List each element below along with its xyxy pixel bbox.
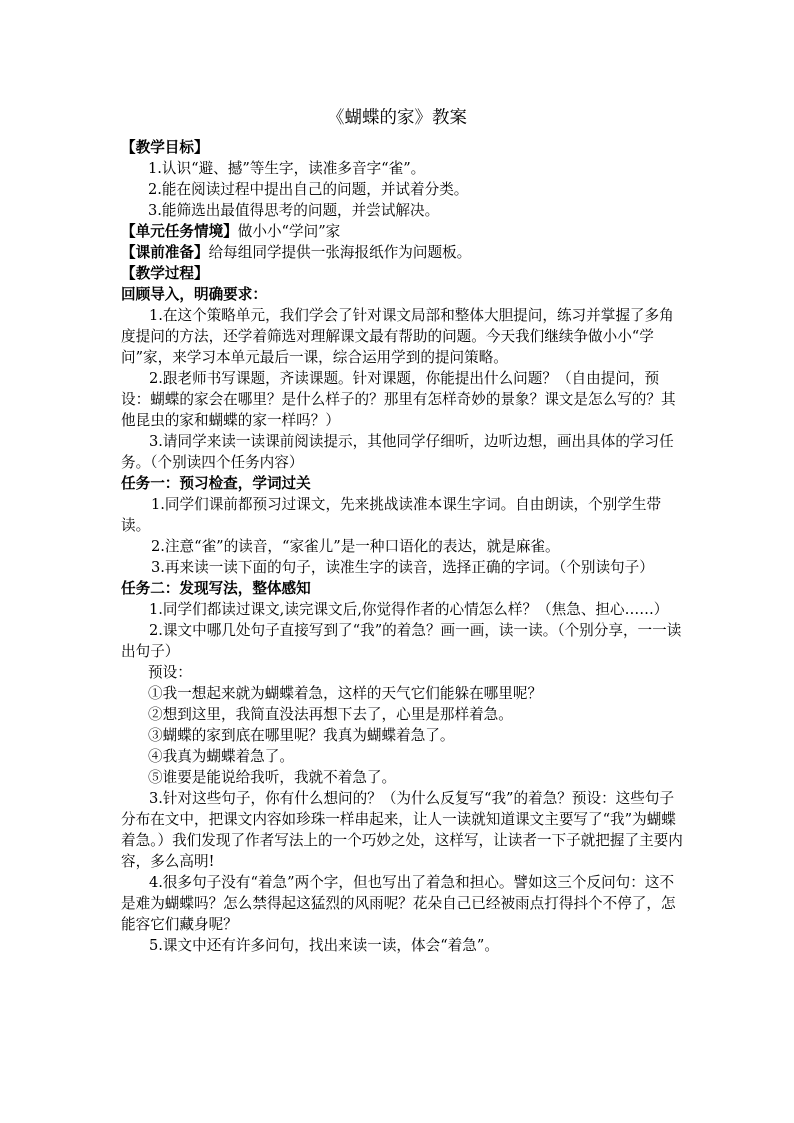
paragraph: 2.课文中哪几处句子直接写到了“我”的着急？画一画，读一读。（个别分享，一一读出句子） (121, 622, 682, 660)
paragraph: 2.跟老师书写课题，齐读课题。针对课题，你能提出什么问题？（自由提问，预设：蝴蝶的家会在哪里？是什么样子的？那里有怎样奇妙的景象？课文是怎么写的？其他昆虫的家和蝴蝶的家一样吗？） (121, 370, 676, 429)
preset-item: ⑤谁要是能说给我听，我就不着急了。 (148, 769, 397, 786)
paragraph: 2.注意“雀”的读音，“家雀儿”是一种口语化的表达，就是麻雀。 (151, 538, 560, 555)
prep-line (121, 242, 687, 263)
preset-item: ④我真为蝴蝶着急了。 (148, 748, 294, 765)
goal-item: 1.认识“避、撼”等生字，读准多音字“雀”。 (148, 160, 426, 177)
paragraph: 1.在这个策略单元，我们学会了针对课文局部和整体大胆提问，练习并掌握了多角度提问的方法，还学着筛选对理解课文最有帮助的问题。今天我们继续争做小小“学问”家，来学习本单元最后一课，综合运用学到的提问策略。 (121, 307, 674, 366)
preset-label: 预设： (148, 664, 192, 681)
preset-item: ②想到这里，我简直没法再想下去了，心里是那样着急。 (148, 706, 513, 723)
goals-heading: 【教学目标】 (121, 139, 209, 156)
paragraph: 1.同学们课前都预习过课文，先来挑战读准本课生字词。自由朗读，个别学生带读。 (121, 496, 662, 534)
section-title: 任务一：预习检查，学词过关 (121, 475, 311, 492)
unit-task-line (121, 221, 687, 242)
prep-text: 给每组同学提供一张海报纸作为问题板。 (208, 244, 472, 261)
paragraph: 3.针对这些句子，你有什么想问的？（为什么反复写“我”的着急？预设：这些句子分布在文中，把课文内容如珍珠一样串起来，让人一读就知道课文主要写了“我”为蝴蝶着急。）我们发现了作者写法上的一个巧妙之处，这样写，让读者一下子就把握了主要内容，多么高明! (121, 790, 683, 870)
document-body (121, 137, 687, 956)
paragraph: 5.课文中还有许多问句，找出来读一读，体会“着急”。 (149, 937, 499, 954)
paragraph: 3.再来读一读下面的句子，读准生字的读音，选择正确的字词。（个别读句子） (151, 559, 654, 576)
page-title: 《蝴蝶的家》教案 (327, 108, 467, 128)
preset-item: ③蝴蝶的家到底在哪里呢？我真为蝴蝶着急了。 (148, 727, 455, 744)
paragraph: 3.请同学来读一读课前阅读提示，其他同学仔细听，边听边想，画出具体的学习任务。（个别读四个任务内容） (121, 433, 674, 471)
goal-item: 2.能在阅读过程中提出自己的问题，并试着分类。 (148, 181, 469, 198)
unit-task-text: 做小小“学问”家 (237, 223, 341, 240)
goal-item: 3.能筛选出最值得思考的问题，并尝试解决。 (148, 202, 440, 219)
paragraph: 1.同学们都读过课文,读完课文后,你觉得作者的心情怎么样？（焦急、担心……） (149, 601, 669, 618)
unit-task-label: 【单元任务情境】 (121, 223, 238, 240)
preset-item: ①我一想起来就为蝴蝶着急，这样的天气它们能躲在哪里呢？ (148, 685, 543, 702)
paragraph: 4.很多句子没有“着急”两个字，但也写出了着急和担心。譬如这三个反问句：这不是难为蝴蝶吗？怎么禁得起这猛烈的风雨呢？花朵自己已经被雨点打得抖个不停了，怎能容它们藏身呢？ (121, 874, 676, 933)
process-heading: 【教学过程】 (121, 265, 209, 282)
section-title: 任务二：发现写法，整体感知 (121, 580, 311, 597)
section-title: 回顾导入，明确要求： (121, 286, 267, 303)
prep-label: 【课前准备】 (121, 244, 209, 261)
